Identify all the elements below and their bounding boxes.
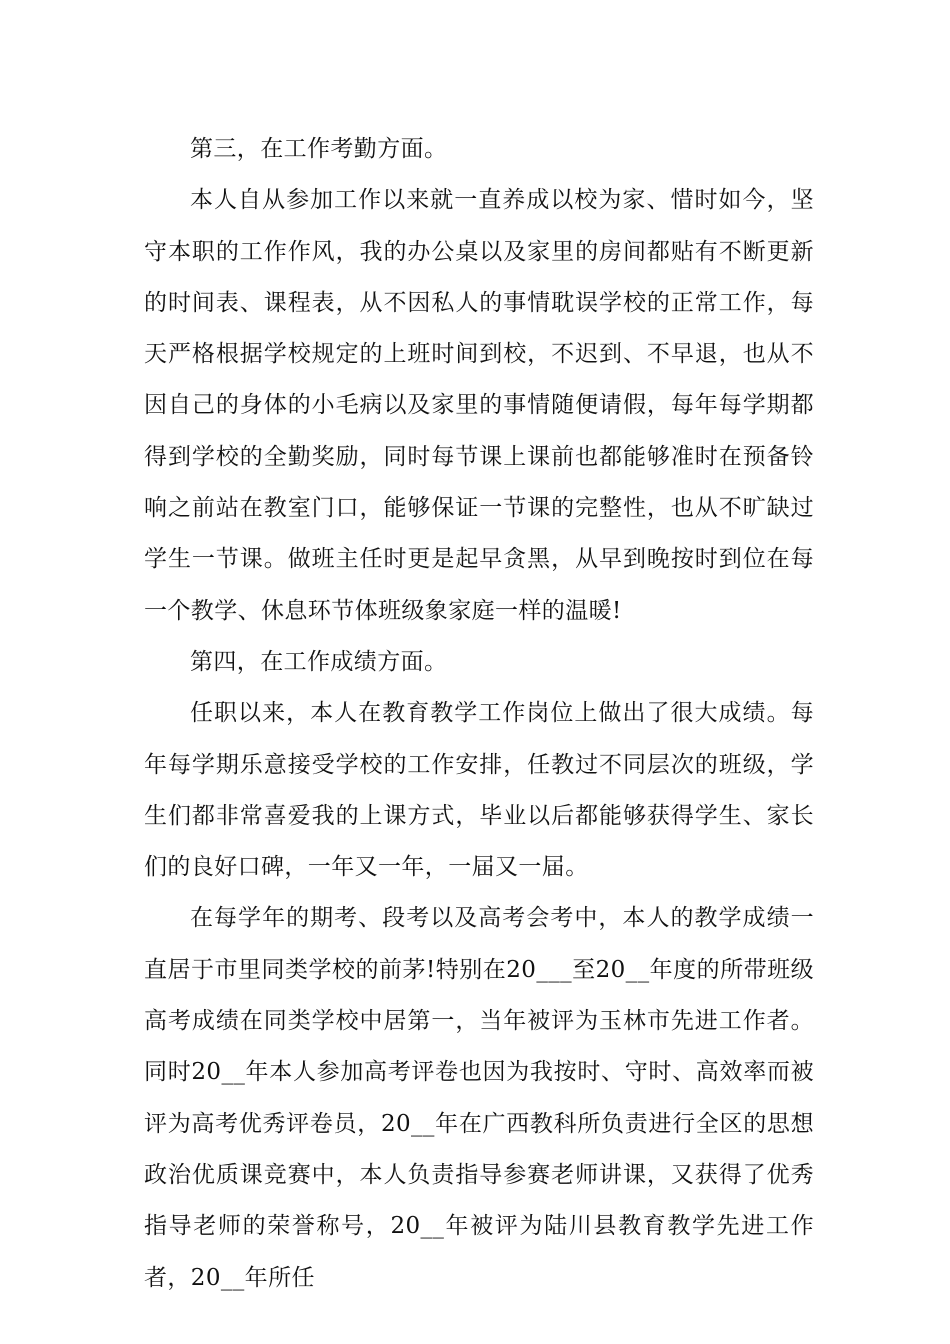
paragraph-achievement-body: 任职以来，本人在教育教学工作岗位上做出了很大成绩。每年每学期乐意接受学校的工作安排，任教过不同层次的班级，学生们都非常喜爱我的上课方式，毕业以后都能够获得学生、家长们的良好口碑，一年又一年，一届又一届。 (144, 700, 814, 881)
paragraph-achievement-heading: 第四，在工作成绩方面。 (190, 648, 448, 675)
document-body (144, 124, 814, 1304)
paragraph-attendance-body: 本人自从参加工作以来就一直养成以校为家、惜时如今，坚守本职的工作作风，我的办公桌以及家里的房间都贴有不断更新的时间表、课程表，从不因私人的事情耽误学校的正常工作，每天严格根据学校规定的上班时间到校，不迟到、不早退，也从不因自己的身体的小毛病以及家里的事情随便请假，每年每学期都得到学校的全勤奖励，同时每节课上课前也都能够准时在预备铃响之前站在教室门口，能够保证一节课的完整性，也从不旷缺过学生一节课。做班主任时更是起早贪黑，从早到晚按时到位在每一个教学、休息环节体班级象家庭一样的温暖! (144, 187, 814, 624)
paragraph-attendance-heading: 第三，在工作考勤方面。 (190, 136, 448, 162)
paragraph-exam-results: 在每学年的期考、段考以及高考会考中，本人的教学成绩一直居于市里同类学校的前茅!特别在20___至20__年度的所带班级高考成绩在同类学校中居第一，当年被评为玉林市先进工作者。同时20__年本人参加高考评卷也因为我按时、守时、高效率而被评为高考优秀评卷员，20__年在广西教科所负责进行全区的思想政治优质课竞赛中，本人负责指导参赛老师讲课，又获得了优秀指导老师的荣誉称号，20__年被评为陆川县教育教学先进工作者，20__年所任 (144, 905, 814, 1291)
